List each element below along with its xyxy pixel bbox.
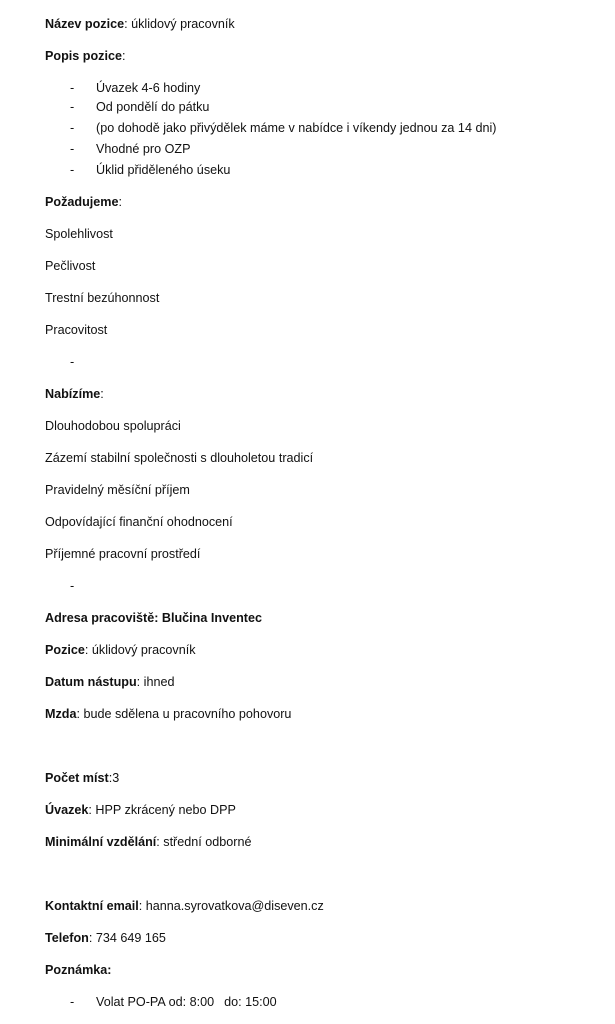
description-item: - Od pondělí do pátku [70,100,210,114]
call-hours-until: do: 15:00 [224,995,277,1009]
education-line: Minimální vzdělání: střední odborné [45,835,252,849]
requirements-empty-bullet: - [70,355,75,369]
start-date-line: Datum nástupu: ihned [45,675,175,689]
position-line: Pozice: úklidový pracovník [45,643,196,657]
call-hours-text: Volat PO-PA od: 8:00 [96,995,215,1009]
description-heading-line: Popis pozice: [45,49,126,63]
position-value: úklidový pracovník [91,643,196,657]
positions-count-value: 3 [112,771,120,785]
positions-count-label: Počet míst [45,771,109,785]
offer-heading-line: Nabízíme: [45,387,104,401]
offer-heading: Nabízíme [45,387,101,401]
positions-count-line: Počet míst:3 [45,771,120,785]
education-label: Minimální vzdělání [45,835,157,849]
offer-empty-bullet: - [70,579,75,593]
workload-label: Úvazek [45,803,89,817]
position-label: Pozice [45,643,85,657]
requirement-item: Pracovitost [45,323,108,337]
note-item: - Volat PO-PA od: 8:00 do: 15:00 [70,995,277,1009]
workload-value: HPP zkrácený nebo DPP [95,803,236,817]
salary-value: bude sdělena u pracovního pohovoru [83,707,292,721]
requirement-item: Spolehlivost [45,227,113,241]
phone-line: Telefon: 734 649 165 [45,931,166,945]
phone-label: Telefon [45,931,89,945]
requirement-item: Trestní bezúhonnost [45,291,160,305]
description-item: - Úvazek 4-6 hodiny [70,81,201,95]
email-label: Kontaktní email [45,899,139,913]
workplace-line [45,610,262,626]
email-line: Kontaktní email: hanna.syrovatkova@diseven.cz [45,899,324,913]
start-date-label: Datum nástupu [45,675,137,689]
offer-item: Pravidelný měsíční příjem [45,483,190,497]
description-item: - (po dohodě jako přivýdělek máme v nabídce i víkendy jednou za 14 dni) [70,121,497,135]
salary-label: Mzda [45,707,77,721]
description-item: - Vhodné pro OZP [70,142,191,156]
requirement-item: Pečlivost [45,259,96,273]
position-name-label: Název pozice [45,17,125,31]
workload-line: Úvazek: HPP zkrácený nebo DPP [45,803,236,817]
note-label: Poznámka: [45,963,112,977]
start-date-value: ihned [143,675,175,689]
description-item: - Úklid přiděleného úseku [70,163,231,177]
education-value: střední odborné [163,835,252,849]
description-heading: Popis pozice [45,49,122,63]
position-name-value: úklidový pracovník [131,17,235,31]
phone-value: 734 649 165 [95,931,166,945]
requirements-heading-line: Požadujeme: [45,195,122,209]
position-name-line: Název pozice: úklidový pracovník [45,17,235,31]
workplace-address: Adresa pracoviště: Blučina Inventec [45,611,262,625]
offer-item: Příjemné pracovní prostředí [45,547,201,561]
email-value: hanna.syrovatkova@diseven.cz [145,899,324,913]
offer-item: Dlouhodobou spolupráci [45,419,181,433]
salary-line: Mzda: bude sdělena u pracovního pohovoru [45,707,292,721]
offer-item: Odpovídající finanční ohodnocení [45,515,233,529]
note-line [45,962,112,978]
requirements-heading: Požadujeme [45,195,119,209]
offer-item: Zázemí stabilní společnosti s dlouholetou tradicí [45,451,314,465]
